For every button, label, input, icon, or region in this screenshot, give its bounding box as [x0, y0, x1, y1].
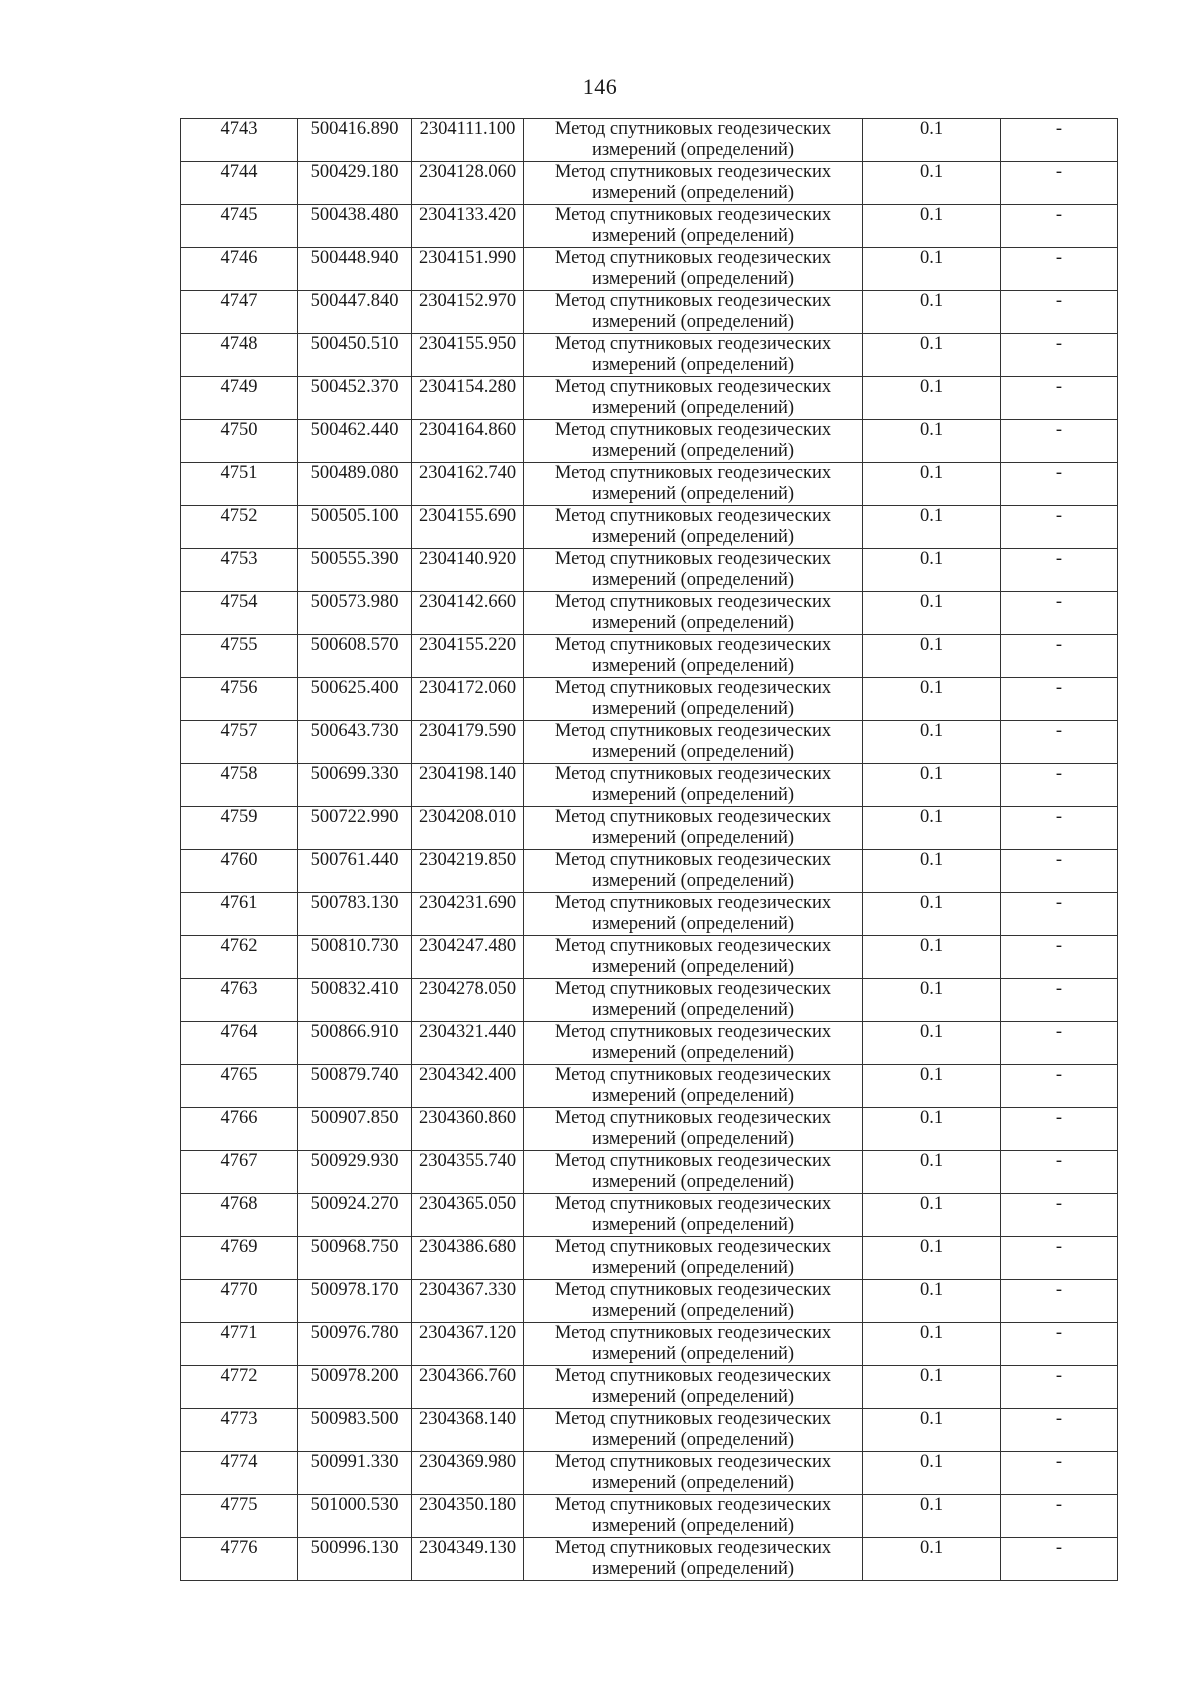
- precision-cell: 0.1: [863, 764, 1001, 807]
- method-cell: Метод спутниковых геодезических измерений (определений): [524, 549, 863, 592]
- point-number-cell: 4743: [181, 119, 298, 162]
- table-row: [181, 1538, 1118, 1581]
- method-cell: Метод спутниковых геодезических измерений (определений): [524, 1409, 863, 1452]
- y-coordinate-cell: 2304367.330: [412, 1280, 524, 1323]
- point-number-cell: 4771: [181, 1323, 298, 1366]
- table-row: [181, 1366, 1118, 1409]
- table-row: [181, 721, 1118, 764]
- x-coordinate-cell: 500722.990: [298, 807, 412, 850]
- y-coordinate-cell: 2304154.280: [412, 377, 524, 420]
- description-cell: -: [1001, 1022, 1118, 1065]
- table-row: [181, 1409, 1118, 1452]
- precision-cell: 0.1: [863, 1323, 1001, 1366]
- method-cell: Метод спутниковых геодезических измерений (определений): [524, 1323, 863, 1366]
- point-number-cell: 4776: [181, 1538, 298, 1581]
- method-cell: Метод спутниковых геодезических измерений (определений): [524, 506, 863, 549]
- x-coordinate-cell: 500879.740: [298, 1065, 412, 1108]
- x-coordinate-cell: 500968.750: [298, 1237, 412, 1280]
- precision-cell: 0.1: [863, 1065, 1001, 1108]
- y-coordinate-cell: 2304278.050: [412, 979, 524, 1022]
- method-cell: Метод спутниковых геодезических измерений (определений): [524, 248, 863, 291]
- y-coordinate-cell: 2304386.680: [412, 1237, 524, 1280]
- precision-cell: 0.1: [863, 377, 1001, 420]
- description-cell: -: [1001, 1452, 1118, 1495]
- table-row: [181, 463, 1118, 506]
- precision-cell: 0.1: [863, 635, 1001, 678]
- method-cell: Метод спутниковых геодезических измерений (определений): [524, 1065, 863, 1108]
- point-number-cell: 4756: [181, 678, 298, 721]
- description-cell: -: [1001, 678, 1118, 721]
- x-coordinate-cell: 500978.200: [298, 1366, 412, 1409]
- description-cell: -: [1001, 1194, 1118, 1237]
- precision-cell: 0.1: [863, 678, 1001, 721]
- table-row: [181, 1151, 1118, 1194]
- precision-cell: 0.1: [863, 592, 1001, 635]
- precision-cell: 0.1: [863, 291, 1001, 334]
- description-cell: -: [1001, 248, 1118, 291]
- y-coordinate-cell: 2304350.180: [412, 1495, 524, 1538]
- point-number-cell: 4768: [181, 1194, 298, 1237]
- table-row: [181, 377, 1118, 420]
- point-number-cell: 4766: [181, 1108, 298, 1151]
- y-coordinate-cell: 2304367.120: [412, 1323, 524, 1366]
- table-row: [181, 678, 1118, 721]
- precision-cell: 0.1: [863, 162, 1001, 205]
- table-row: [181, 334, 1118, 377]
- x-coordinate-cell: 500991.330: [298, 1452, 412, 1495]
- method-cell: Метод спутниковых геодезических измерений (определений): [524, 1022, 863, 1065]
- description-cell: -: [1001, 979, 1118, 1022]
- x-coordinate-cell: 500929.930: [298, 1151, 412, 1194]
- precision-cell: 0.1: [863, 1108, 1001, 1151]
- description-cell: -: [1001, 506, 1118, 549]
- method-cell: Метод спутниковых геодезических измерений (определений): [524, 936, 863, 979]
- point-number-cell: 4765: [181, 1065, 298, 1108]
- precision-cell: 0.1: [863, 1366, 1001, 1409]
- y-coordinate-cell: 2304151.990: [412, 248, 524, 291]
- y-coordinate-cell: 2304172.060: [412, 678, 524, 721]
- point-number-cell: 4755: [181, 635, 298, 678]
- description-cell: -: [1001, 119, 1118, 162]
- x-coordinate-cell: 500555.390: [298, 549, 412, 592]
- y-coordinate-cell: 2304155.950: [412, 334, 524, 377]
- table-row: [181, 1280, 1118, 1323]
- precision-cell: 0.1: [863, 205, 1001, 248]
- method-cell: Метод спутниковых геодезических измерений (определений): [524, 1280, 863, 1323]
- method-cell: Метод спутниковых геодезических измерений (определений): [524, 162, 863, 205]
- point-number-cell: 4770: [181, 1280, 298, 1323]
- precision-cell: 0.1: [863, 1237, 1001, 1280]
- y-coordinate-cell: 2304162.740: [412, 463, 524, 506]
- x-coordinate-cell: 500450.510: [298, 334, 412, 377]
- table-row: [181, 1108, 1118, 1151]
- precision-cell: 0.1: [863, 893, 1001, 936]
- description-cell: -: [1001, 377, 1118, 420]
- x-coordinate-cell: 500416.890: [298, 119, 412, 162]
- x-coordinate-cell: 500448.940: [298, 248, 412, 291]
- method-cell: Метод спутниковых геодезических измерений (определений): [524, 1108, 863, 1151]
- precision-cell: 0.1: [863, 463, 1001, 506]
- precision-cell: 0.1: [863, 1409, 1001, 1452]
- point-number-cell: 4763: [181, 979, 298, 1022]
- method-cell: Метод спутниковых геодезических измерений (определений): [524, 1538, 863, 1581]
- precision-cell: 0.1: [863, 1151, 1001, 1194]
- description-cell: -: [1001, 205, 1118, 248]
- precision-cell: 0.1: [863, 1495, 1001, 1538]
- y-coordinate-cell: 2304128.060: [412, 162, 524, 205]
- point-number-cell: 4744: [181, 162, 298, 205]
- precision-cell: 0.1: [863, 1194, 1001, 1237]
- table-row: [181, 1323, 1118, 1366]
- y-coordinate-cell: 2304152.970: [412, 291, 524, 334]
- precision-cell: 0.1: [863, 549, 1001, 592]
- x-coordinate-cell: 500625.400: [298, 678, 412, 721]
- description-cell: -: [1001, 1280, 1118, 1323]
- precision-cell: 0.1: [863, 248, 1001, 291]
- point-number-cell: 4773: [181, 1409, 298, 1452]
- description-cell: -: [1001, 1538, 1118, 1581]
- x-coordinate-cell: 500976.780: [298, 1323, 412, 1366]
- precision-cell: 0.1: [863, 1280, 1001, 1323]
- x-coordinate-cell: 500462.440: [298, 420, 412, 463]
- table-row: [181, 162, 1118, 205]
- description-cell: -: [1001, 936, 1118, 979]
- y-coordinate-cell: 2304366.760: [412, 1366, 524, 1409]
- point-number-cell: 4753: [181, 549, 298, 592]
- method-cell: Метод спутниковых геодезических измерений (определений): [524, 893, 863, 936]
- description-cell: -: [1001, 1366, 1118, 1409]
- table-row: [181, 936, 1118, 979]
- coordinates-table: [180, 118, 1118, 1581]
- table-row: [181, 764, 1118, 807]
- method-cell: Метод спутниковых геодезических измерений (определений): [524, 420, 863, 463]
- table-row: [181, 807, 1118, 850]
- table-row: [181, 635, 1118, 678]
- table-row: [181, 119, 1118, 162]
- point-number-cell: 4767: [181, 1151, 298, 1194]
- point-number-cell: 4747: [181, 291, 298, 334]
- y-coordinate-cell: 2304111.100: [412, 119, 524, 162]
- x-coordinate-cell: 500429.180: [298, 162, 412, 205]
- table-row: [181, 248, 1118, 291]
- x-coordinate-cell: 500761.440: [298, 850, 412, 893]
- method-cell: Метод спутниковых геодезических измерений (определений): [524, 119, 863, 162]
- precision-cell: 0.1: [863, 334, 1001, 377]
- point-number-cell: 4761: [181, 893, 298, 936]
- precision-cell: 0.1: [863, 979, 1001, 1022]
- y-coordinate-cell: 2304342.400: [412, 1065, 524, 1108]
- method-cell: Метод спутниковых геодезических измерений (определений): [524, 1237, 863, 1280]
- description-cell: -: [1001, 1108, 1118, 1151]
- y-coordinate-cell: 2304133.420: [412, 205, 524, 248]
- x-coordinate-cell: 500438.480: [298, 205, 412, 248]
- table-row: [181, 1194, 1118, 1237]
- table-row: [181, 291, 1118, 334]
- x-coordinate-cell: 500643.730: [298, 721, 412, 764]
- point-number-cell: 4774: [181, 1452, 298, 1495]
- point-number-cell: 4754: [181, 592, 298, 635]
- x-coordinate-cell: 501000.530: [298, 1495, 412, 1538]
- method-cell: Метод спутниковых геодезических измерений (определений): [524, 1194, 863, 1237]
- y-coordinate-cell: 2304142.660: [412, 592, 524, 635]
- description-cell: -: [1001, 1237, 1118, 1280]
- method-cell: Метод спутниковых геодезических измерений (определений): [524, 463, 863, 506]
- precision-cell: 0.1: [863, 721, 1001, 764]
- point-number-cell: 4764: [181, 1022, 298, 1065]
- description-cell: -: [1001, 162, 1118, 205]
- coordinates-table-body: [181, 119, 1118, 1581]
- y-coordinate-cell: 2304219.850: [412, 850, 524, 893]
- method-cell: Метод спутниковых геодезических измерений (определений): [524, 979, 863, 1022]
- precision-cell: 0.1: [863, 119, 1001, 162]
- method-cell: Метод спутниковых геодезических измерений (определений): [524, 635, 863, 678]
- precision-cell: 0.1: [863, 506, 1001, 549]
- method-cell: Метод спутниковых геодезических измерений (определений): [524, 205, 863, 248]
- x-coordinate-cell: 500505.100: [298, 506, 412, 549]
- description-cell: -: [1001, 893, 1118, 936]
- description-cell: -: [1001, 721, 1118, 764]
- y-coordinate-cell: 2304164.860: [412, 420, 524, 463]
- x-coordinate-cell: 500699.330: [298, 764, 412, 807]
- description-cell: -: [1001, 764, 1118, 807]
- point-number-cell: 4758: [181, 764, 298, 807]
- y-coordinate-cell: 2304179.590: [412, 721, 524, 764]
- method-cell: Метод спутниковых геодезических измерений (определений): [524, 721, 863, 764]
- method-cell: Метод спутниковых геодезических измерений (определений): [524, 807, 863, 850]
- y-coordinate-cell: 2304368.140: [412, 1409, 524, 1452]
- y-coordinate-cell: 2304247.480: [412, 936, 524, 979]
- method-cell: Метод спутниковых геодезических измерений (определений): [524, 334, 863, 377]
- point-number-cell: 4757: [181, 721, 298, 764]
- precision-cell: 0.1: [863, 1022, 1001, 1065]
- y-coordinate-cell: 2304369.980: [412, 1452, 524, 1495]
- x-coordinate-cell: 500832.410: [298, 979, 412, 1022]
- y-coordinate-cell: 2304355.740: [412, 1151, 524, 1194]
- x-coordinate-cell: 500608.570: [298, 635, 412, 678]
- method-cell: Метод спутниковых геодезических измерений (определений): [524, 678, 863, 721]
- description-cell: -: [1001, 463, 1118, 506]
- description-cell: -: [1001, 1323, 1118, 1366]
- point-number-cell: 4775: [181, 1495, 298, 1538]
- description-cell: -: [1001, 291, 1118, 334]
- method-cell: Метод спутниковых геодезических измерений (определений): [524, 592, 863, 635]
- description-cell: -: [1001, 1151, 1118, 1194]
- method-cell: Метод спутниковых геодезических измерений (определений): [524, 1366, 863, 1409]
- point-number-cell: 4760: [181, 850, 298, 893]
- y-coordinate-cell: 2304365.050: [412, 1194, 524, 1237]
- precision-cell: 0.1: [863, 936, 1001, 979]
- point-number-cell: 4752: [181, 506, 298, 549]
- x-coordinate-cell: 500573.980: [298, 592, 412, 635]
- y-coordinate-cell: 2304198.140: [412, 764, 524, 807]
- y-coordinate-cell: 2304140.920: [412, 549, 524, 592]
- table-row: [181, 1237, 1118, 1280]
- precision-cell: 0.1: [863, 420, 1001, 463]
- point-number-cell: 4748: [181, 334, 298, 377]
- page-number: 146: [582, 74, 618, 99]
- point-number-cell: 4772: [181, 1366, 298, 1409]
- x-coordinate-cell: 500924.270: [298, 1194, 412, 1237]
- table-row: [181, 420, 1118, 463]
- point-number-cell: 4769: [181, 1237, 298, 1280]
- table-row: [181, 1495, 1118, 1538]
- x-coordinate-cell: 500978.170: [298, 1280, 412, 1323]
- x-coordinate-cell: 500810.730: [298, 936, 412, 979]
- method-cell: Метод спутниковых геодезических измерений (определений): [524, 377, 863, 420]
- table-row: [181, 506, 1118, 549]
- point-number-cell: 4750: [181, 420, 298, 463]
- method-cell: Метод спутниковых геодезических измерений (определений): [524, 850, 863, 893]
- x-coordinate-cell: 500783.130: [298, 893, 412, 936]
- description-cell: -: [1001, 420, 1118, 463]
- y-coordinate-cell: 2304231.690: [412, 893, 524, 936]
- x-coordinate-cell: 500983.500: [298, 1409, 412, 1452]
- description-cell: -: [1001, 1065, 1118, 1108]
- table-row: [181, 1022, 1118, 1065]
- method-cell: Метод спутниковых геодезических измерений (определений): [524, 764, 863, 807]
- point-number-cell: 4745: [181, 205, 298, 248]
- y-coordinate-cell: 2304349.130: [412, 1538, 524, 1581]
- x-coordinate-cell: 500447.840: [298, 291, 412, 334]
- point-number-cell: 4762: [181, 936, 298, 979]
- description-cell: -: [1001, 635, 1118, 678]
- table-row: [181, 850, 1118, 893]
- table-row: [181, 205, 1118, 248]
- x-coordinate-cell: 500452.370: [298, 377, 412, 420]
- precision-cell: 0.1: [863, 1538, 1001, 1581]
- y-coordinate-cell: 2304155.690: [412, 506, 524, 549]
- table-row: [181, 1065, 1118, 1108]
- y-coordinate-cell: 2304208.010: [412, 807, 524, 850]
- point-number-cell: 4746: [181, 248, 298, 291]
- table-row: [181, 893, 1118, 936]
- table-row: [181, 592, 1118, 635]
- description-cell: -: [1001, 1409, 1118, 1452]
- x-coordinate-cell: 500907.850: [298, 1108, 412, 1151]
- description-cell: -: [1001, 334, 1118, 377]
- method-cell: Метод спутниковых геодезических измерений (определений): [524, 1495, 863, 1538]
- method-cell: Метод спутниковых геодезических измерений (определений): [524, 1452, 863, 1495]
- method-cell: Метод спутниковых геодезических измерений (определений): [524, 291, 863, 334]
- description-cell: -: [1001, 549, 1118, 592]
- description-cell: -: [1001, 807, 1118, 850]
- table-row: [181, 549, 1118, 592]
- precision-cell: 0.1: [863, 1452, 1001, 1495]
- precision-cell: 0.1: [863, 850, 1001, 893]
- description-cell: -: [1001, 1495, 1118, 1538]
- point-number-cell: 4751: [181, 463, 298, 506]
- point-number-cell: 4759: [181, 807, 298, 850]
- table-row: [181, 979, 1118, 1022]
- description-cell: -: [1001, 592, 1118, 635]
- x-coordinate-cell: 500489.080: [298, 463, 412, 506]
- x-coordinate-cell: 500996.130: [298, 1538, 412, 1581]
- y-coordinate-cell: 2304321.440: [412, 1022, 524, 1065]
- point-number-cell: 4749: [181, 377, 298, 420]
- y-coordinate-cell: 2304155.220: [412, 635, 524, 678]
- method-cell: Метод спутниковых геодезических измерений (определений): [524, 1151, 863, 1194]
- description-cell: -: [1001, 850, 1118, 893]
- precision-cell: 0.1: [863, 807, 1001, 850]
- y-coordinate-cell: 2304360.860: [412, 1108, 524, 1151]
- table-row: [181, 1452, 1118, 1495]
- x-coordinate-cell: 500866.910: [298, 1022, 412, 1065]
